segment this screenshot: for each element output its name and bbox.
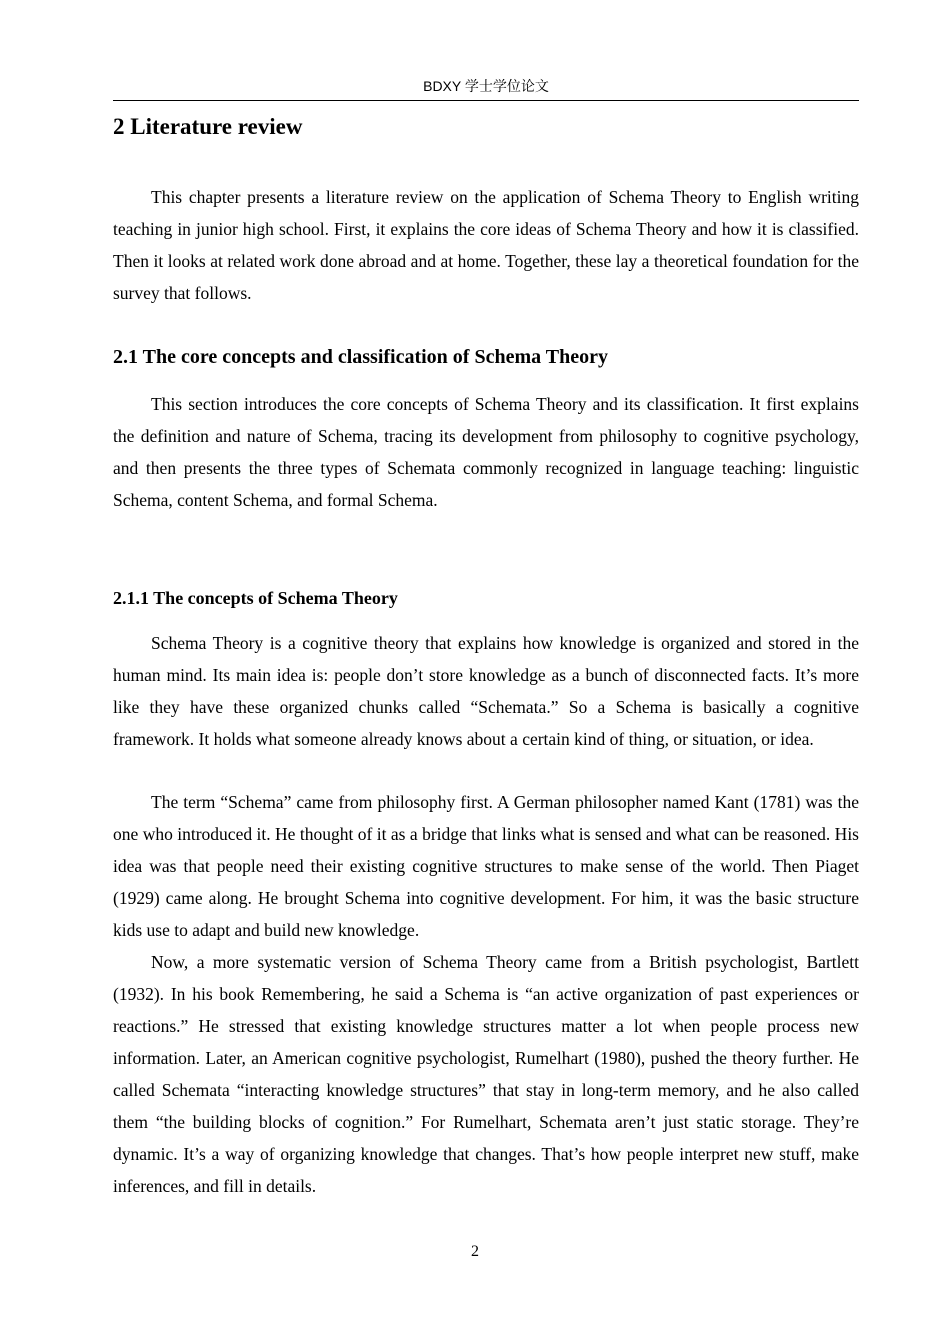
body-paragraph: Schema Theory is a cognitive theory that explains how knowledge is organized and stored in the human mind. Its main idea is: people don’t store knowledge as a bunch of disconnected facts. It’s more like they have these organized chunks called “Schemata.” So a Schema is basically a cognitive framework. It holds what someone already knows about a certain kind of thing, or situation, or idea. [113,633,859,749]
chapter-title: 2 Literature review [113,114,303,139]
header-rule [113,100,859,101]
body-paragraph: Now, a more systematic version of Schema Theory came from a British psychologist, Bartlett (1932). In his book Remembering, he said a Schema is “an active organization of past experiences or reactions.” He stressed that existing knowledge structures matter a lot when people process new information. Later, an American cognitive psychologist, Rumelhart (1980), pushed the theory further. He called Schemata “interacting knowledge structures” that stay in long-term memory, and he also called them “the building blocks of cognition.” For Rumelhart, Schemata aren’t just static storage. They’re dynamic. It’s a way of organizing knowledge that changes. That’s how people interpret new stuff, make inferences, and fill in details. [113,952,859,1196]
page-number: 2 [471,1243,479,1260]
section-2-1-1-heading: 2.1.1 The concepts of Schema Theory [113,588,398,608]
section-2-1-heading: 2.1 The core concepts and classification of Schema Theory [113,346,608,368]
section-2-1-paragraph: This section introduces the core concepts of Schema Theory and its classification. It first explains the definition and nature of Schema, tracing its development from philosophy to cognitive psychology, and then presents the three types of Schemata commonly recognized in language teaching: linguistic Schema, content Schema, and formal Schema. [113,394,859,510]
chapter-intro-paragraph: This chapter presents a literature review on the application of Schema Theory to English writing teaching in junior high school. First, it explains the core ideas of Schema Theory and how it is classified. Then it looks at related work done abroad and at home. Together, these lay a theoretical foundation for the survey that follows. [113,187,859,303]
running-header: BDXY 学士学位论文 [423,78,549,94]
body-paragraph: The term “Schema” came from philosophy first. A German philosopher named Kant (1781) was the one who introduced it. He thought of it as a bridge that links what is sensed and what can be reasoned. His idea was that people need their existing cognitive structures to make sense of the world. Then Piaget (1929) came along. He brought Schema into cognitive development. For him, it was the basic structure kids use to adapt and build new knowledge. [113,792,859,940]
